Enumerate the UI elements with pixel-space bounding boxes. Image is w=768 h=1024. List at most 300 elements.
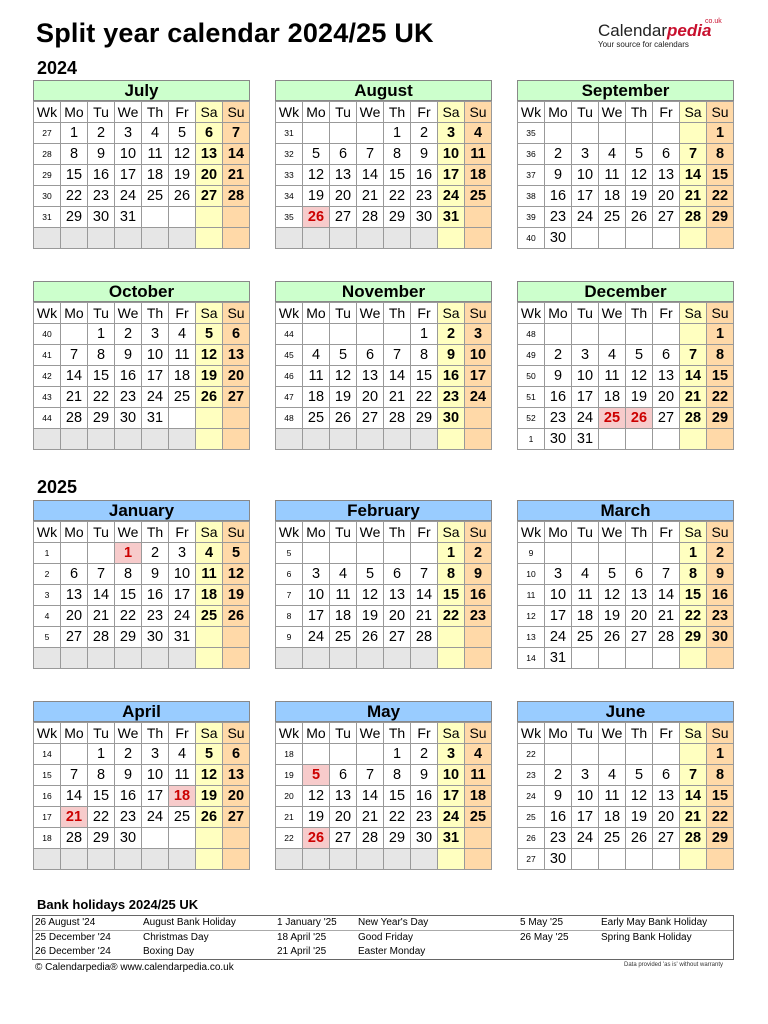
day-cell[interactable]: 23 — [465, 606, 492, 627]
day-cell[interactable]: 17 — [572, 186, 599, 207]
day-cell[interactable]: 25 — [572, 627, 599, 648]
day-cell[interactable]: 19 — [626, 387, 653, 408]
day-cell[interactable]: 22 — [680, 606, 707, 627]
day-cell[interactable]: 12 — [626, 786, 653, 807]
day-cell[interactable]: 6 — [653, 144, 680, 165]
day-cell[interactable]: 26 — [626, 828, 653, 849]
day-cell[interactable]: 26 — [169, 186, 196, 207]
day-cell[interactable]: 14 — [680, 786, 707, 807]
day-cell[interactable]: 10 — [438, 144, 465, 165]
day-cell[interactable]: 9 — [707, 564, 734, 585]
day-cell[interactable]: 16 — [438, 366, 465, 387]
day-cell[interactable]: 13 — [196, 144, 223, 165]
day-cell[interactable]: 8 — [115, 564, 142, 585]
day-cell[interactable]: 19 — [169, 165, 196, 186]
day-cell[interactable]: 18 — [599, 807, 626, 828]
day-cell[interactable]: 3 — [438, 123, 465, 144]
day-cell[interactable]: 12 — [357, 585, 384, 606]
day-cell[interactable]: 26 — [196, 387, 223, 408]
day-cell[interactable]: 23 — [545, 207, 572, 228]
day-cell[interactable]: 1 — [411, 324, 438, 345]
day-cell[interactable]: 27 — [653, 207, 680, 228]
day-cell[interactable]: 8 — [411, 345, 438, 366]
day-cell[interactable]: 9 — [115, 345, 142, 366]
day-cell[interactable]: 22 — [707, 807, 734, 828]
day-cell[interactable]: 27 — [330, 828, 357, 849]
day-cell[interactable]: 15 — [680, 585, 707, 606]
day-cell[interactable]: 25 — [465, 807, 492, 828]
day-cell[interactable]: 7 — [411, 564, 438, 585]
day-cell[interactable]: 24 — [572, 828, 599, 849]
day-cell[interactable]: 22 — [115, 606, 142, 627]
day-cell[interactable]: 24 — [465, 387, 492, 408]
day-cell[interactable]: 2 — [411, 744, 438, 765]
day-cell[interactable]: 9 — [115, 765, 142, 786]
day-cell[interactable]: 2 — [465, 543, 492, 564]
day-cell[interactable]: 6 — [61, 564, 88, 585]
day-cell[interactable]: 17 — [438, 165, 465, 186]
day-cell[interactable]: 12 — [169, 144, 196, 165]
day-cell[interactable]: 16 — [545, 807, 572, 828]
day-cell[interactable]: 28 — [384, 408, 411, 429]
day-cell[interactable]: 3 — [545, 564, 572, 585]
day-cell[interactable]: 4 — [465, 744, 492, 765]
day-cell[interactable]: 16 — [707, 585, 734, 606]
day-cell[interactable]: 25 — [142, 186, 169, 207]
day-cell[interactable]: 12 — [626, 165, 653, 186]
day-cell[interactable]: 29 — [707, 408, 734, 429]
day-cell[interactable]: 13 — [357, 366, 384, 387]
day-cell[interactable]: 28 — [411, 627, 438, 648]
day-cell[interactable]: 1 — [707, 324, 734, 345]
day-cell[interactable]: 8 — [88, 765, 115, 786]
day-cell[interactable]: 31 — [572, 429, 599, 450]
day-cell[interactable]: 5 — [196, 744, 223, 765]
day-cell[interactable]: 22 — [707, 387, 734, 408]
day-cell[interactable]: 6 — [357, 345, 384, 366]
day-cell[interactable]: 21 — [680, 186, 707, 207]
day-cell[interactable]: 7 — [680, 144, 707, 165]
day-cell[interactable]: 19 — [626, 186, 653, 207]
day-cell[interactable]: 8 — [438, 564, 465, 585]
day-cell[interactable]: 5 — [223, 543, 250, 564]
day-cell[interactable]: 22 — [61, 186, 88, 207]
day-cell[interactable]: 21 — [223, 165, 250, 186]
day-cell[interactable]: 5 — [303, 765, 330, 786]
day-cell[interactable]: 28 — [61, 408, 88, 429]
day-cell[interactable]: 20 — [357, 387, 384, 408]
day-cell[interactable]: 3 — [303, 564, 330, 585]
day-cell[interactable]: 1 — [115, 543, 142, 564]
day-cell[interactable]: 7 — [680, 345, 707, 366]
day-cell[interactable]: 27 — [357, 408, 384, 429]
day-cell[interactable]: 6 — [223, 744, 250, 765]
day-cell[interactable]: 12 — [626, 366, 653, 387]
day-cell[interactable]: 4 — [572, 564, 599, 585]
day-cell[interactable]: 17 — [142, 366, 169, 387]
day-cell[interactable]: 14 — [61, 366, 88, 387]
day-cell[interactable]: 28 — [61, 828, 88, 849]
day-cell[interactable]: 24 — [545, 627, 572, 648]
day-cell[interactable]: 9 — [411, 765, 438, 786]
day-cell[interactable]: 24 — [438, 807, 465, 828]
day-cell[interactable]: 10 — [465, 345, 492, 366]
day-cell[interactable]: 28 — [680, 207, 707, 228]
day-cell[interactable]: 15 — [707, 366, 734, 387]
day-cell[interactable]: 29 — [61, 207, 88, 228]
day-cell[interactable]: 7 — [357, 144, 384, 165]
day-cell[interactable]: 15 — [707, 165, 734, 186]
day-cell[interactable]: 11 — [142, 144, 169, 165]
day-cell[interactable]: 5 — [196, 324, 223, 345]
day-cell[interactable]: 10 — [572, 786, 599, 807]
day-cell[interactable]: 8 — [707, 345, 734, 366]
day-cell[interactable]: 13 — [223, 765, 250, 786]
day-cell[interactable]: 18 — [142, 165, 169, 186]
day-cell[interactable]: 21 — [357, 807, 384, 828]
day-cell[interactable]: 14 — [680, 165, 707, 186]
day-cell[interactable]: 13 — [330, 165, 357, 186]
day-cell[interactable]: 2 — [88, 123, 115, 144]
day-cell[interactable]: 16 — [115, 786, 142, 807]
day-cell[interactable]: 10 — [545, 585, 572, 606]
day-cell[interactable]: 28 — [357, 207, 384, 228]
day-cell[interactable]: 4 — [303, 345, 330, 366]
day-cell[interactable]: 25 — [465, 186, 492, 207]
day-cell[interactable]: 22 — [88, 807, 115, 828]
day-cell[interactable]: 23 — [115, 807, 142, 828]
day-cell[interactable]: 2 — [115, 324, 142, 345]
day-cell[interactable]: 26 — [626, 408, 653, 429]
day-cell[interactable]: 23 — [411, 807, 438, 828]
day-cell[interactable]: 14 — [357, 165, 384, 186]
day-cell[interactable]: 9 — [545, 366, 572, 387]
day-cell[interactable]: 2 — [142, 543, 169, 564]
day-cell[interactable]: 1 — [707, 744, 734, 765]
day-cell[interactable]: 7 — [88, 564, 115, 585]
day-cell[interactable]: 22 — [707, 186, 734, 207]
day-cell[interactable]: 28 — [680, 828, 707, 849]
day-cell[interactable]: 29 — [88, 408, 115, 429]
day-cell[interactable]: 6 — [223, 324, 250, 345]
day-cell[interactable]: 11 — [196, 564, 223, 585]
day-cell[interactable]: 2 — [545, 765, 572, 786]
day-cell[interactable]: 20 — [223, 366, 250, 387]
day-cell[interactable]: 3 — [572, 345, 599, 366]
day-cell[interactable]: 17 — [169, 585, 196, 606]
day-cell[interactable]: 10 — [572, 366, 599, 387]
day-cell[interactable]: 3 — [438, 744, 465, 765]
day-cell[interactable]: 7 — [653, 564, 680, 585]
day-cell[interactable]: 30 — [411, 828, 438, 849]
day-cell[interactable]: 21 — [411, 606, 438, 627]
day-cell[interactable]: 26 — [626, 207, 653, 228]
day-cell[interactable]: 14 — [223, 144, 250, 165]
day-cell[interactable]: 14 — [653, 585, 680, 606]
day-cell[interactable]: 3 — [572, 765, 599, 786]
day-cell[interactable]: 23 — [411, 186, 438, 207]
day-cell[interactable]: 18 — [599, 387, 626, 408]
day-cell[interactable]: 3 — [465, 324, 492, 345]
day-cell[interactable]: 22 — [384, 186, 411, 207]
day-cell[interactable]: 22 — [88, 387, 115, 408]
day-cell[interactable]: 4 — [169, 324, 196, 345]
day-cell[interactable]: 16 — [142, 585, 169, 606]
day-cell[interactable]: 4 — [330, 564, 357, 585]
day-cell[interactable]: 30 — [115, 408, 142, 429]
day-cell[interactable]: 1 — [384, 744, 411, 765]
day-cell[interactable]: 16 — [411, 786, 438, 807]
day-cell[interactable]: 20 — [223, 786, 250, 807]
day-cell[interactable]: 15 — [411, 366, 438, 387]
day-cell[interactable]: 27 — [196, 186, 223, 207]
day-cell[interactable]: 1 — [680, 543, 707, 564]
day-cell[interactable]: 13 — [653, 165, 680, 186]
day-cell[interactable]: 30 — [142, 627, 169, 648]
day-cell[interactable]: 26 — [599, 627, 626, 648]
day-cell[interactable]: 30 — [545, 228, 572, 249]
day-cell[interactable]: 25 — [303, 408, 330, 429]
day-cell[interactable]: 12 — [196, 765, 223, 786]
day-cell[interactable]: 5 — [330, 345, 357, 366]
day-cell[interactable]: 15 — [707, 786, 734, 807]
day-cell[interactable]: 17 — [465, 366, 492, 387]
day-cell[interactable]: 25 — [196, 606, 223, 627]
day-cell[interactable]: 30 — [707, 627, 734, 648]
day-cell[interactable]: 4 — [169, 744, 196, 765]
day-cell[interactable]: 27 — [653, 828, 680, 849]
day-cell[interactable]: 10 — [572, 165, 599, 186]
day-cell[interactable]: 14 — [680, 366, 707, 387]
day-cell[interactable]: 9 — [545, 165, 572, 186]
day-cell[interactable]: 8 — [384, 765, 411, 786]
day-cell[interactable]: 17 — [572, 387, 599, 408]
day-cell[interactable]: 17 — [545, 606, 572, 627]
day-cell[interactable]: 23 — [545, 408, 572, 429]
day-cell[interactable]: 11 — [599, 366, 626, 387]
day-cell[interactable]: 24 — [303, 627, 330, 648]
day-cell[interactable]: 17 — [303, 606, 330, 627]
day-cell[interactable]: 27 — [223, 807, 250, 828]
day-cell[interactable]: 1 — [438, 543, 465, 564]
day-cell[interactable]: 16 — [411, 165, 438, 186]
day-cell[interactable]: 27 — [330, 207, 357, 228]
day-cell[interactable]: 22 — [438, 606, 465, 627]
day-cell[interactable]: 3 — [115, 123, 142, 144]
day-cell[interactable]: 10 — [438, 765, 465, 786]
day-cell[interactable]: 27 — [61, 627, 88, 648]
day-cell[interactable]: 10 — [115, 144, 142, 165]
day-cell[interactable]: 21 — [357, 186, 384, 207]
day-cell[interactable]: 19 — [626, 807, 653, 828]
day-cell[interactable]: 27 — [626, 627, 653, 648]
day-cell[interactable]: 6 — [384, 564, 411, 585]
day-cell[interactable]: 14 — [88, 585, 115, 606]
day-cell[interactable]: 1 — [384, 123, 411, 144]
day-cell[interactable]: 13 — [223, 345, 250, 366]
day-cell[interactable]: 11 — [330, 585, 357, 606]
day-cell[interactable]: 20 — [330, 186, 357, 207]
day-cell[interactable]: 18 — [330, 606, 357, 627]
day-cell[interactable]: 9 — [438, 345, 465, 366]
day-cell[interactable]: 9 — [142, 564, 169, 585]
day-cell[interactable]: 19 — [330, 387, 357, 408]
day-cell[interactable]: 31 — [438, 828, 465, 849]
day-cell[interactable]: 6 — [330, 144, 357, 165]
day-cell[interactable]: 20 — [653, 807, 680, 828]
day-cell[interactable]: 21 — [88, 606, 115, 627]
day-cell[interactable]: 24 — [115, 186, 142, 207]
day-cell[interactable]: 8 — [384, 144, 411, 165]
day-cell[interactable]: 15 — [438, 585, 465, 606]
day-cell[interactable]: 20 — [626, 606, 653, 627]
day-cell[interactable]: 7 — [61, 345, 88, 366]
day-cell[interactable]: 4 — [142, 123, 169, 144]
day-cell[interactable]: 28 — [357, 828, 384, 849]
day-cell[interactable]: 20 — [196, 165, 223, 186]
day-cell[interactable]: 21 — [680, 387, 707, 408]
day-cell[interactable]: 23 — [545, 828, 572, 849]
day-cell[interactable]: 1 — [88, 744, 115, 765]
day-cell[interactable]: 16 — [545, 387, 572, 408]
day-cell[interactable]: 5 — [303, 144, 330, 165]
day-cell[interactable]: 9 — [545, 786, 572, 807]
day-cell[interactable]: 29 — [680, 627, 707, 648]
day-cell[interactable]: 24 — [142, 387, 169, 408]
day-cell[interactable]: 6 — [653, 765, 680, 786]
day-cell[interactable]: 6 — [196, 123, 223, 144]
day-cell[interactable]: 24 — [572, 408, 599, 429]
day-cell[interactable]: 30 — [411, 207, 438, 228]
day-cell[interactable]: 29 — [115, 627, 142, 648]
day-cell[interactable]: 22 — [411, 387, 438, 408]
day-cell[interactable]: 8 — [61, 144, 88, 165]
day-cell[interactable]: 25 — [169, 807, 196, 828]
day-cell[interactable]: 31 — [169, 627, 196, 648]
day-cell[interactable]: 15 — [88, 786, 115, 807]
day-cell[interactable]: 7 — [680, 765, 707, 786]
day-cell[interactable]: 21 — [680, 807, 707, 828]
day-cell[interactable]: 12 — [196, 345, 223, 366]
day-cell[interactable]: 17 — [115, 165, 142, 186]
day-cell[interactable]: 29 — [88, 828, 115, 849]
day-cell[interactable]: 31 — [142, 408, 169, 429]
day-cell[interactable]: 20 — [330, 807, 357, 828]
day-cell[interactable]: 23 — [115, 387, 142, 408]
day-cell[interactable]: 11 — [465, 765, 492, 786]
day-cell[interactable]: 23 — [438, 387, 465, 408]
day-cell[interactable]: 16 — [88, 165, 115, 186]
day-cell[interactable]: 13 — [384, 585, 411, 606]
day-cell[interactable]: 4 — [599, 144, 626, 165]
day-cell[interactable]: 3 — [142, 324, 169, 345]
day-cell[interactable]: 16 — [545, 186, 572, 207]
day-cell[interactable]: 23 — [142, 606, 169, 627]
day-cell[interactable]: 19 — [196, 366, 223, 387]
day-cell[interactable]: 24 — [142, 807, 169, 828]
day-cell[interactable]: 11 — [572, 585, 599, 606]
day-cell[interactable]: 14 — [411, 585, 438, 606]
day-cell[interactable]: 26 — [303, 828, 330, 849]
day-cell[interactable]: 15 — [384, 786, 411, 807]
day-cell[interactable]: 29 — [384, 207, 411, 228]
day-cell[interactable]: 12 — [599, 585, 626, 606]
calendarpedia-logo[interactable] — [598, 18, 722, 50]
day-cell[interactable]: 2 — [545, 144, 572, 165]
day-cell[interactable]: 19 — [599, 606, 626, 627]
day-cell[interactable]: 2 — [115, 744, 142, 765]
day-cell[interactable]: 25 — [330, 627, 357, 648]
day-cell[interactable]: 13 — [653, 366, 680, 387]
day-cell[interactable]: 20 — [61, 606, 88, 627]
day-cell[interactable]: 5 — [357, 564, 384, 585]
day-cell[interactable]: 15 — [61, 165, 88, 186]
day-cell[interactable]: 31 — [545, 648, 572, 669]
day-cell[interactable]: 9 — [411, 144, 438, 165]
day-cell[interactable]: 1 — [88, 324, 115, 345]
day-cell[interactable]: 11 — [599, 165, 626, 186]
day-cell[interactable]: 25 — [599, 408, 626, 429]
day-cell[interactable]: 4 — [599, 345, 626, 366]
day-cell[interactable]: 18 — [599, 186, 626, 207]
day-cell[interactable]: 11 — [169, 765, 196, 786]
day-cell[interactable]: 12 — [223, 564, 250, 585]
day-cell[interactable]: 3 — [169, 543, 196, 564]
day-cell[interactable]: 22 — [384, 807, 411, 828]
day-cell[interactable]: 24 — [572, 207, 599, 228]
day-cell[interactable]: 26 — [223, 606, 250, 627]
day-cell[interactable]: 2 — [707, 543, 734, 564]
day-cell[interactable]: 16 — [115, 366, 142, 387]
day-cell[interactable]: 12 — [303, 786, 330, 807]
day-cell[interactable]: 9 — [465, 564, 492, 585]
day-cell[interactable]: 21 — [61, 807, 88, 828]
day-cell[interactable]: 9 — [88, 144, 115, 165]
day-cell[interactable]: 14 — [61, 786, 88, 807]
day-cell[interactable]: 11 — [465, 144, 492, 165]
day-cell[interactable]: 4 — [599, 765, 626, 786]
day-cell[interactable]: 29 — [411, 408, 438, 429]
day-cell[interactable]: 3 — [572, 144, 599, 165]
day-cell[interactable]: 17 — [438, 786, 465, 807]
day-cell[interactable]: 28 — [653, 627, 680, 648]
day-cell[interactable]: 30 — [115, 828, 142, 849]
day-cell[interactable]: 10 — [142, 345, 169, 366]
day-cell[interactable]: 7 — [384, 345, 411, 366]
day-cell[interactable]: 19 — [303, 807, 330, 828]
day-cell[interactable]: 24 — [438, 186, 465, 207]
day-cell[interactable]: 29 — [384, 828, 411, 849]
day-cell[interactable]: 21 — [653, 606, 680, 627]
day-cell[interactable]: 5 — [169, 123, 196, 144]
day-cell[interactable]: 15 — [384, 165, 411, 186]
day-cell[interactable]: 21 — [61, 387, 88, 408]
day-cell[interactable]: 12 — [330, 366, 357, 387]
day-cell[interactable]: 19 — [223, 585, 250, 606]
day-cell[interactable]: 28 — [88, 627, 115, 648]
day-cell[interactable]: 18 — [169, 786, 196, 807]
day-cell[interactable]: 18 — [465, 786, 492, 807]
day-cell[interactable]: 15 — [115, 585, 142, 606]
day-cell[interactable]: 8 — [88, 345, 115, 366]
day-cell[interactable]: 25 — [169, 387, 196, 408]
day-cell[interactable]: 25 — [599, 207, 626, 228]
day-cell[interactable]: 20 — [384, 606, 411, 627]
day-cell[interactable]: 4 — [465, 123, 492, 144]
day-cell[interactable]: 27 — [384, 627, 411, 648]
day-cell[interactable]: 19 — [357, 606, 384, 627]
day-cell[interactable]: 30 — [545, 849, 572, 870]
